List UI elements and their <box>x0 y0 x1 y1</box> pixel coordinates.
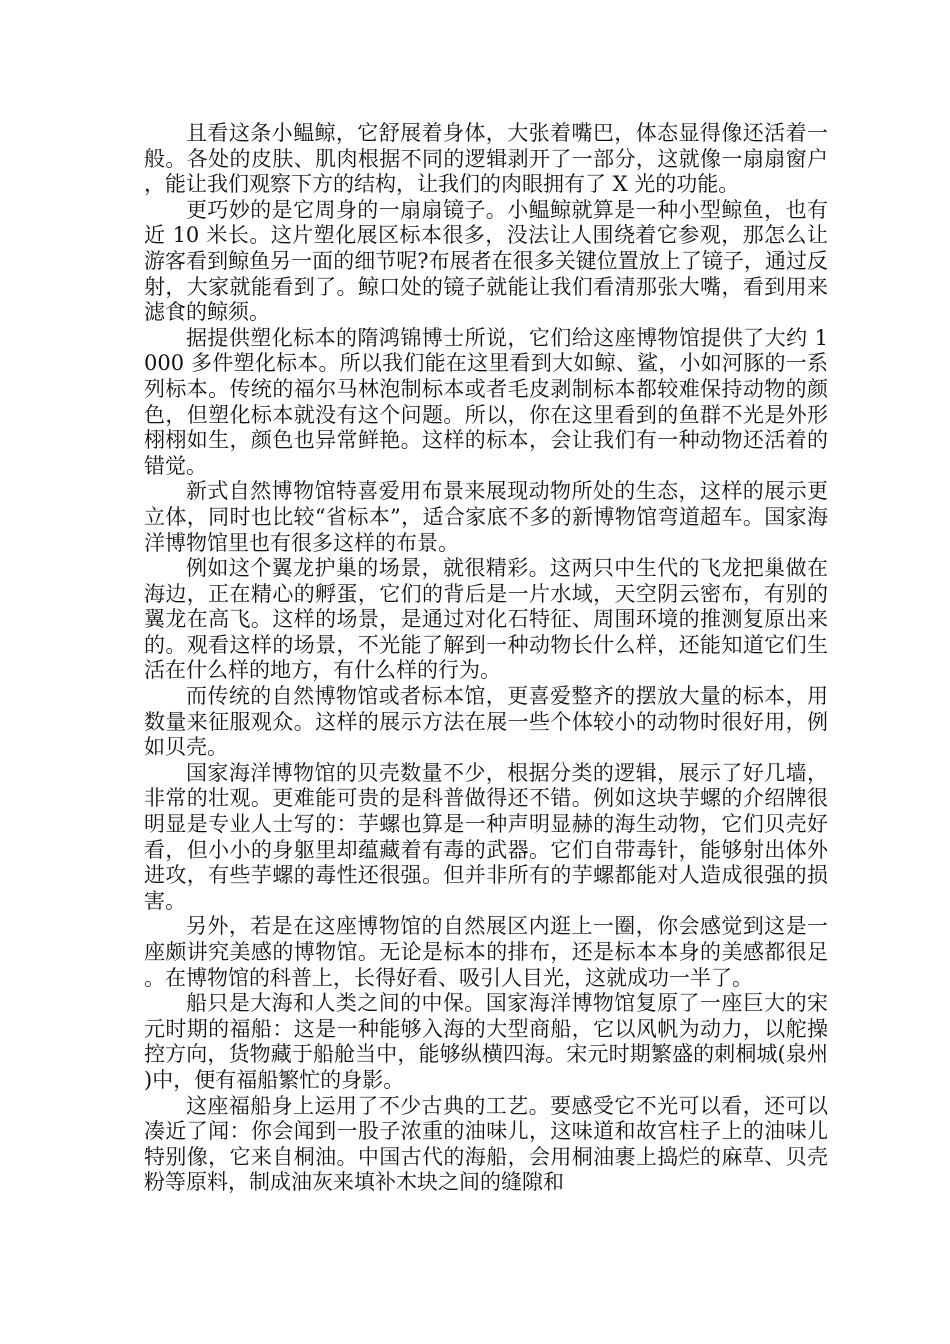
paragraph-aesthetics: 另外，若是在这座博物馆的自然展区内逛上一圈，你会感觉到这是一座颇讲究美感的博物馆。无论是标本的排布，还是标本本身的美感都很足。在博物馆的科普上，长得好看、吸引人目光，这就成功一半了。 <box>144 914 828 990</box>
paragraph-dioramas: 新式自然博物馆特喜爱用布景来展现动物所处的生态，这样的展示更立体，同时也比较“省标本”，适合家底不多的新博物馆弯道超车。国家海洋博物馆里也有很多这样的布景。 <box>144 479 828 555</box>
paragraph-fuchuan-ship: 船只是大海和人类之间的中保。国家海洋博物馆复原了一座巨大的宋元时期的福船：这是一种能够入海的大型商船，它以风帆为动力，以舵操控方向，货物藏于船舱当中，能够纵横四海。宋元时期繁盛的刺桐城(泉州)中，便有福船繁忙的身影。 <box>144 991 828 1092</box>
paragraph-traditional-museums: 而传统的自然博物馆或者标本馆，更喜爱整齐的摆放大量的标本，用数量来征服观众。这样的展示方法在展一些个体较小的动物时很好用，例如贝壳。 <box>144 684 828 760</box>
paragraph-mirrors: 更巧妙的是它周身的一扇扇镜子。小鳁鲸就算是一种小型鲸鱼，也有近 10 米长。这片塑化展区标本很多，没法让人围绕着它参观，那怎么让游客看到鲸鱼另一面的细节呢?布展者在很多关键位置放上了镜子，通过反射，大家就能看到了。鲸口处的镜子就能让我们看清那张大嘴，看到用来滤食的鲸须。 <box>144 197 828 325</box>
paragraph-minke-whale: 且看这条小鳁鲸，它舒展着身体，大张着嘴巴，体态显得像还活着一般。各处的皮肤、肌肉根据不同的逻辑剥开了一部分，这就像一扇扇窗户，能让我们观察下方的结构，让我们的肉眼拥有了 X 光的功能。 <box>144 121 828 197</box>
paragraph-pterosaur-nest: 例如这个翼龙护巢的场景，就很精彩。这两只中生代的飞龙把巢做在海边，正在精心的孵蛋，它们的背后是一片水域，天空阴云密布，有别的翼龙在高飞。这样的场景，是通过对化石特征、周围环境的推测复原出来的。观看这样的场景，不光能了解到一种动物长什么样，还能知道它们生活在什么样的地方，有什么样的行为。 <box>144 556 828 683</box>
paragraph-plastinated-specimens: 据提供塑化标本的隋鸿锦博士所说，它们给这座博物馆提供了大约 1000 多件塑化标本。所以我们能在这里看到大如鲸、鲨，小如河豚的一系列标本。传统的福尔马林泡制标本或者毛皮剥制标本都较难保持动物的颜色，但塑化标本就没有这个问题。所以，你在这里看到的鱼群不光是外形栩栩如生，颜色也异常鲜艳。这样的标本，会让我们有一种动物还活着的错觉。 <box>144 325 828 478</box>
article-body <box>144 121 828 1196</box>
paragraph-shells: 国家海洋博物馆的贝壳数量不少，根据分类的逻辑，展示了好几墙，非常的壮观。更难能可贵的是科普做得还不错。例如这块芋螺的介绍牌很明显是专业人士写的：芋螺也算是一种声明显赫的海生动物，它们贝壳好看，但小小的身躯里却蕴藏着有毒的武器。它们自带毒针，能够射出体外进攻，有些芋螺的毒性还很强。但并非所有的芋螺都能对人造成很强的损害。 <box>144 760 828 913</box>
paragraph-tung-oil: 这座福船身上运用了不少古典的工艺。要感受它不光可以看，还可以凑近了闻：你会闻到一股子浓重的油味儿，这味道和故宫柱子上的油味儿特别像，它来自桐油。中国古代的海船，会用桐油裹上捣烂的麻草、贝壳粉等原料，制成油灰来填补木块之间的缝隙和 <box>144 1093 828 1195</box>
